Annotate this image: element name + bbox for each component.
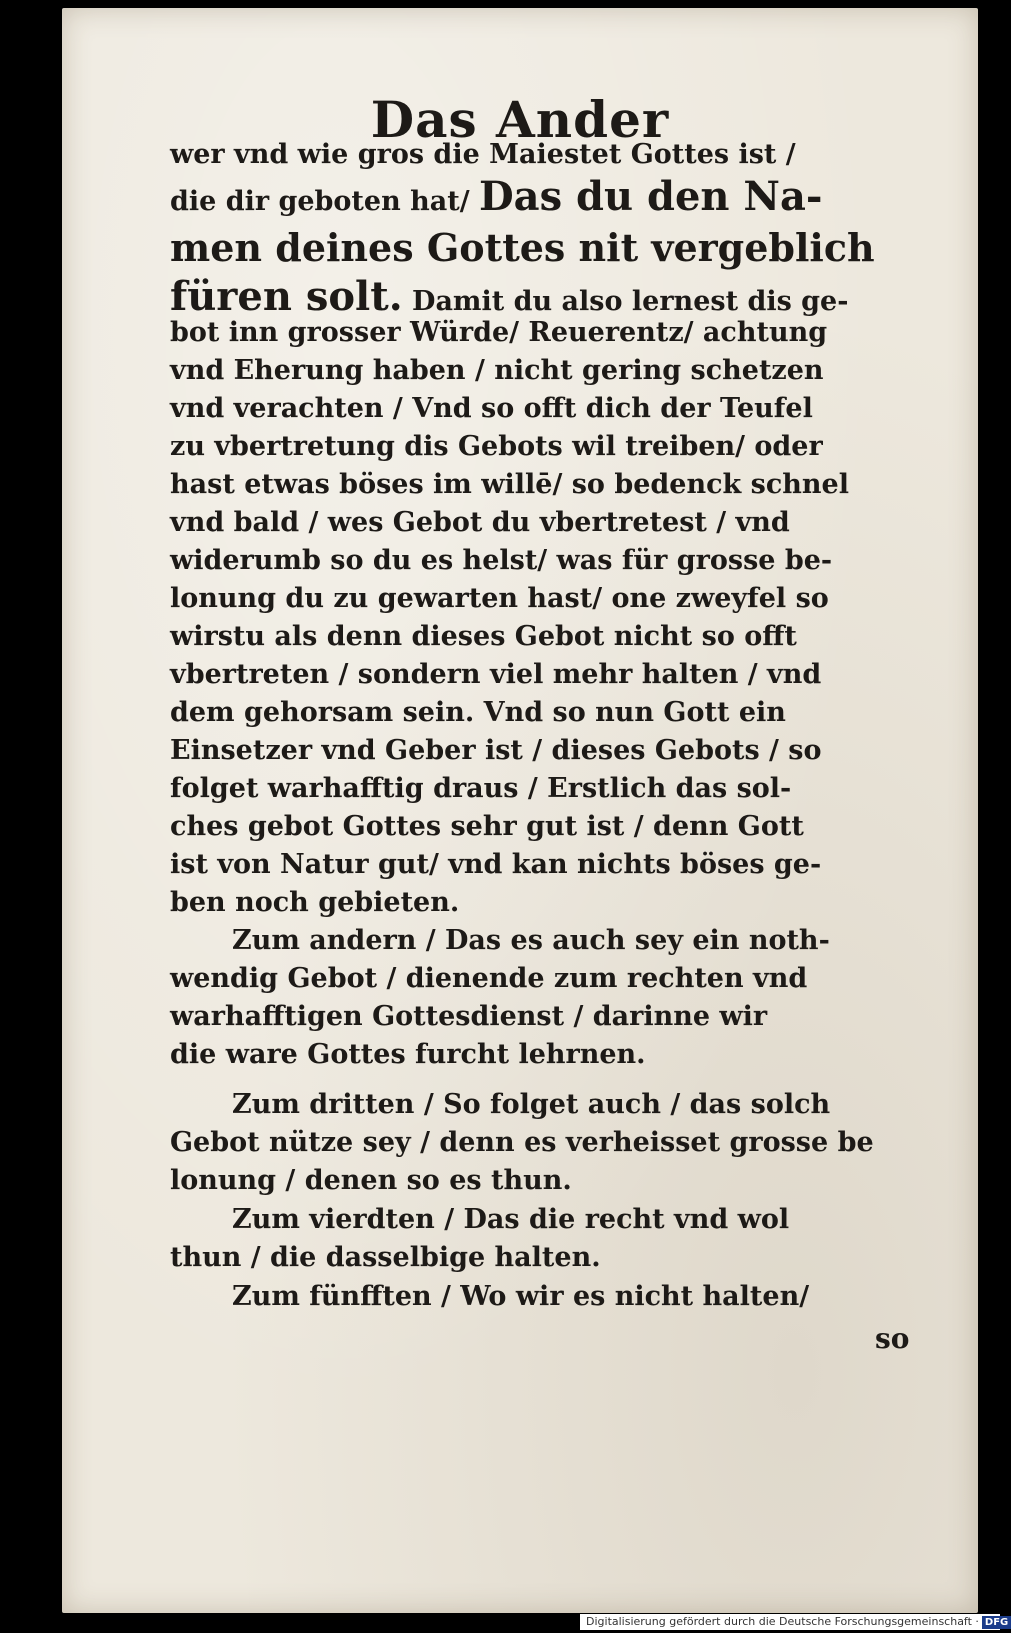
text-line: lonung / denen so es thun. <box>170 1165 572 1196</box>
commandment-text: füren solt. <box>170 273 403 320</box>
text-segment: die dir geboten hat/ <box>170 186 479 217</box>
text-line: wendig Gebot / dienende zum rechten vnd <box>170 963 808 994</box>
text-line: Zum dritten / So folget auch / das solch <box>232 1089 831 1120</box>
text-line: bot inn grosser Würde/ Reuerentz/ achtung <box>170 317 828 348</box>
text-line: vbertreten / sondern viel mehr halten / vnd <box>170 659 822 690</box>
text-line: zu vbertretung dis Gebots wil treiben/ oder <box>170 431 823 462</box>
text-line: Zum vierdten / Das die recht vnd wol <box>232 1204 790 1235</box>
text-line <box>170 273 849 320</box>
text-line: wirstu als denn dieses Gebot nicht so offt <box>170 621 797 652</box>
text-line: dem gehorsam sein. Vnd so nun Gott ein <box>170 697 786 728</box>
text-line: ches gebot Gottes sehr gut ist / denn Gott <box>170 811 804 842</box>
dfg-logo: DFG <box>982 1616 1011 1629</box>
text-line: ist von Natur gut/ vnd kan nichts böses ge- <box>170 849 822 880</box>
text-line: thun / die dasselbige halten. <box>170 1242 601 1273</box>
text-line: lonung du zu gewarten hast/ one zweyfel so <box>170 583 829 614</box>
text-line: vnd Eherung haben / nicht gering schetzen <box>170 355 824 386</box>
text-line: wer vnd wie gros die Maiestet Gottes ist / <box>170 139 796 170</box>
digitization-credit <box>580 1614 1009 1630</box>
text-line <box>170 173 823 220</box>
text-line: folget warhafftig draus / Erstlich das sol- <box>170 773 792 804</box>
text-line: Gebot nütze sey / denn es verheisset grosse be <box>170 1127 874 1158</box>
text-line: die ware Gottes furcht lehrnen. <box>170 1039 646 1070</box>
text-line: vnd bald / wes Gebot du vbertretest / vnd <box>170 507 790 538</box>
text-line: men deines Gottes nit vergeblich <box>170 225 875 270</box>
text-line: Zum andern / Das es auch sey ein noth- <box>232 925 830 956</box>
credit-text: Digitalisierung gefördert durch die Deutsche Forschungsgemeinschaft · <box>586 1615 979 1628</box>
catchword: so <box>875 1322 910 1355</box>
text-segment: Damit du also lernest dis ge- <box>402 286 849 317</box>
text-line: widerumb so du es helst/ was für grosse be- <box>170 545 833 576</box>
running-head: Das Ander <box>370 90 670 149</box>
commandment-text: Das du den Na- <box>478 173 823 220</box>
text-line: hast etwas böses im willē/ so bedenck schnel <box>170 469 849 500</box>
text-line: Zum fünfften / Wo wir es nicht halten/ <box>232 1281 810 1312</box>
text-line: warhafftigen Gottesdienst / darinne wir <box>170 1001 768 1032</box>
text-line: Einsetzer vnd Geber ist / dieses Gebots / so <box>170 735 822 766</box>
text-line: vnd verachten / Vnd so offt dich der Teufel <box>170 393 813 424</box>
text-line: ben noch gebieten. <box>170 887 460 918</box>
